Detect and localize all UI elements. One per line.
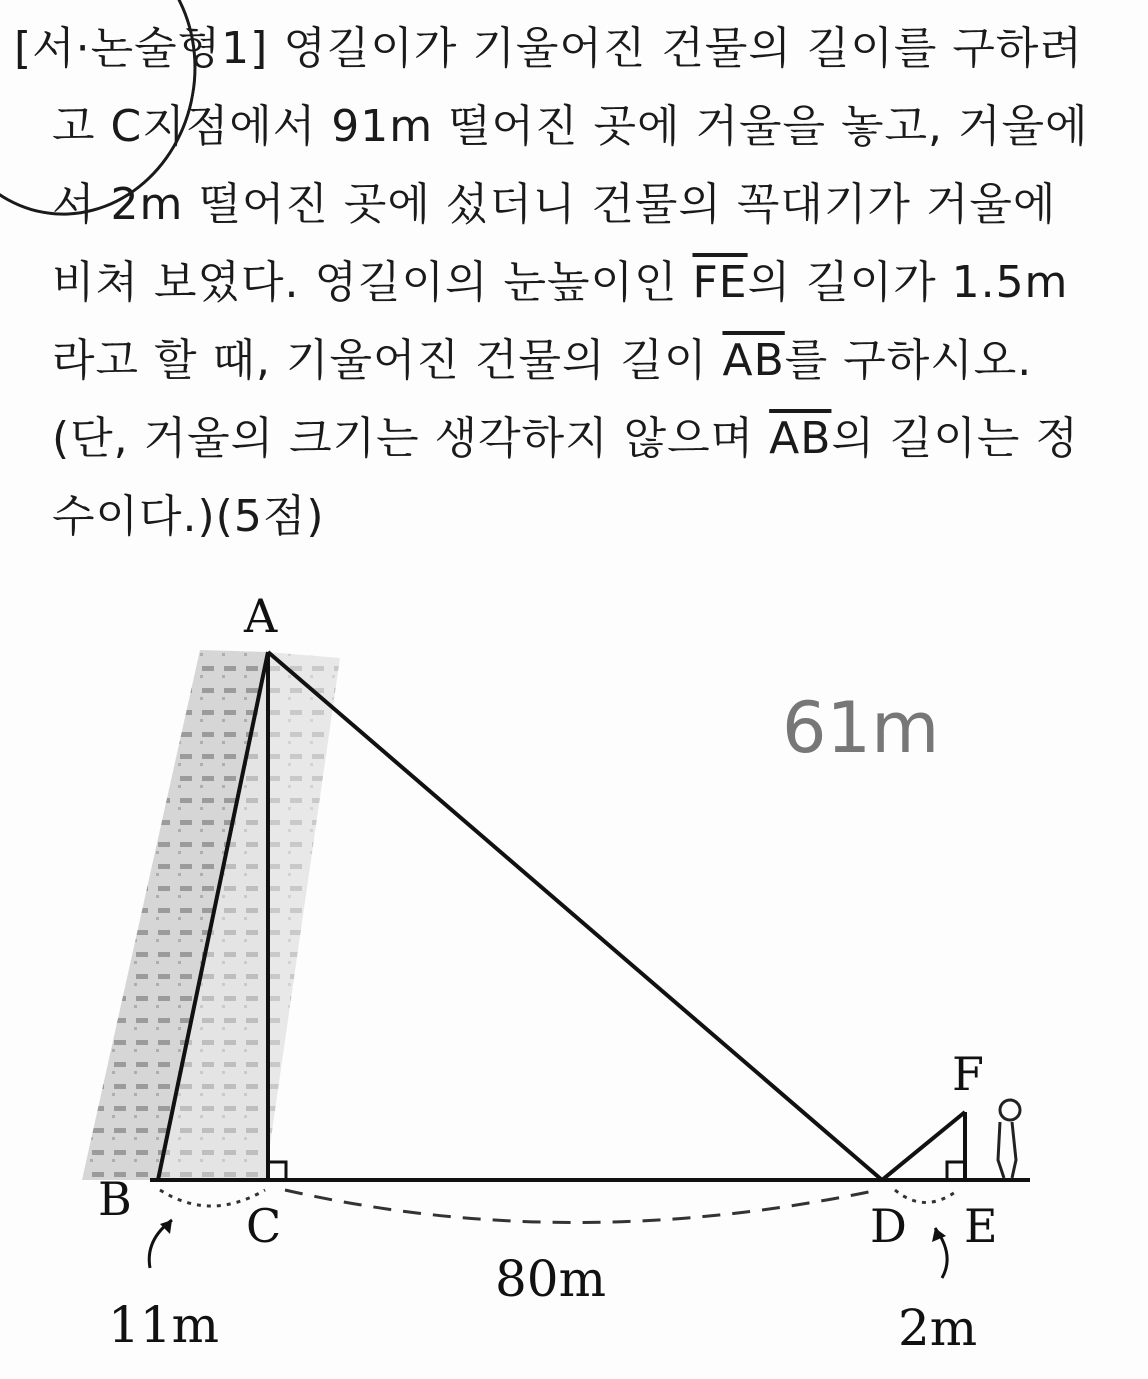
label-bc-length: 11m bbox=[108, 1296, 220, 1354]
label-point-e: E bbox=[964, 1199, 998, 1253]
question-line-3: 서 2m 떨어진 곳에 섰더니 건물의 꼭대기가 거울에 bbox=[52, 179, 1057, 230]
label-cd-length: 80m bbox=[495, 1250, 607, 1308]
handwritten-answer: 61m bbox=[782, 687, 940, 769]
question-line-2: 고 C지점에서 91m 떨어진 곳에 거울을 놓고, 거울에 bbox=[52, 101, 1089, 152]
segment-ab-label: $\overline{AB}$ bbox=[722, 335, 785, 386]
segment-ab-label-2: $\overline{AB}$ bbox=[769, 413, 832, 464]
label-point-d: D bbox=[870, 1199, 907, 1253]
question-line-6-text: (단, 거울의 크기는 생각하지 않으며 bbox=[52, 413, 770, 464]
question-line-5-text: 라고 할 때, 기울어진 건물의 길이 bbox=[52, 335, 723, 386]
segment-fe-label: $\overline{FE}$ bbox=[692, 257, 748, 308]
question-line-4-text: 비쳐 보였다. 영길이의 눈높이인 bbox=[52, 257, 693, 308]
segment-ab-suffix: 를 구하시오. bbox=[784, 335, 1033, 386]
question-line-1: [서·논술형1] 영길이가 기울어진 건물의 길이를 구하려 bbox=[14, 23, 1083, 74]
segment-ab-suffix-2: 의 길이는 정 bbox=[831, 413, 1079, 464]
person-icon bbox=[998, 1100, 1020, 1178]
segment-df bbox=[882, 1112, 965, 1180]
right-angle-c bbox=[268, 1162, 286, 1180]
arc-cd bbox=[285, 1190, 878, 1223]
label-point-c: C bbox=[246, 1199, 282, 1253]
label-point-b: B bbox=[98, 1172, 132, 1226]
label-de-length: 2m bbox=[898, 1299, 978, 1357]
building-shading-right bbox=[265, 652, 340, 1180]
segment-fe-suffix: 의 길이가 1.5m bbox=[747, 257, 1069, 308]
label-point-a: A bbox=[244, 589, 278, 643]
label-point-f: F bbox=[952, 1047, 984, 1101]
question-line-7: 수이다.)(5점) bbox=[52, 491, 325, 542]
right-angle-e bbox=[947, 1162, 965, 1180]
